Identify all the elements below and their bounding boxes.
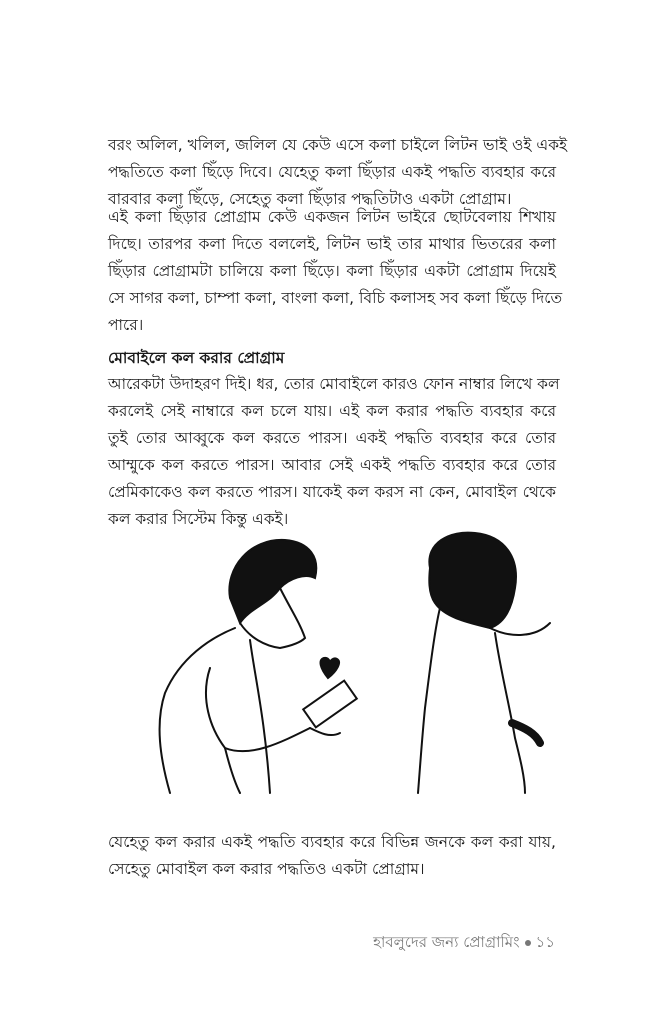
illustration-two-people-phone <box>140 528 565 798</box>
book-title: হাবলুদের জন্য প্রোগ্রামিং <box>373 933 520 951</box>
text-line: প্রেমিকাকেও কল করতে পারস। যাকেই কল করস না কেন, মোবাইল থেকে <box>108 483 556 501</box>
bullet-icon <box>525 940 531 946</box>
page-number: ১১ <box>535 933 555 951</box>
text-line: আরেকটা উদাহরণ দিই। ধর, তোর মোবাইলে কারও ফোন নাম্বার লিখে কল <box>108 375 560 393</box>
text-line: সেহেতু মোবাইল কল করার পদ্ধতিও একটা প্রোগ্রাম। <box>108 860 425 878</box>
text-line: আম্মুকে কল করতে পারস। আবার সেই একই পদ্ধতি ব্যবহার করে তোর <box>108 456 556 474</box>
paragraph-4 <box>108 829 556 883</box>
text-line: করলেই সেই নাম্বারে কল চলে যায়। এই কল করার পদ্ধতি ব্যবহার করে <box>108 402 556 420</box>
text-line: কল করার সিস্টেম কিন্তু একই। <box>108 510 289 528</box>
text-line: বরং অলিল, খলিল, জলিল যে কেউ এসে কলা চাইলে লিটন ভাই ওই একই <box>108 136 568 154</box>
text-line: পদ্ধতিতে কলা ছিঁড়ে দিবে। যেহেতু কলা ছিঁড়ার একই পদ্ধতি ব্যবহার করে <box>108 163 556 181</box>
text-line: সে সাগর কলা, চাম্পা কলা, বাংলা কলা, বিচি কলাসহ সব কলা ছিঁড়ে দিতে <box>108 289 563 307</box>
section-heading: মোবাইলে কল করার প্রোগ্রাম <box>108 349 285 367</box>
man-hair <box>229 540 316 623</box>
paragraph-3 <box>108 371 560 533</box>
heart-icon <box>321 658 339 678</box>
text-line: তুই তোর আব্বুকে কল করতে পারস। একই পদ্ধতি ব্যবহার করে তোর <box>108 429 556 447</box>
phone <box>303 681 357 728</box>
text-line: এই কলা ছিঁড়ার প্রোগ্রাম কেউ একজন লিটন ভাইরে ছোটবেলায় শিখায় <box>108 208 556 226</box>
person-body <box>490 623 550 635</box>
paragraph-2 <box>108 204 563 339</box>
text-line: ছিঁড়ার প্রোগ্রামটা চালিয়ে কলা ছিঁড়ে। কলা ছিঁড়ার একটা প্রোগ্রাম দিয়েই <box>108 262 556 280</box>
paragraph-1 <box>108 132 568 213</box>
text-line: যেহেতু কল করার একই পদ্ধতি ব্যবহার করে বিভিন্ন জনকে কল করা যায়, <box>108 833 556 851</box>
person-hair <box>429 533 516 628</box>
text-line: পারে। <box>108 316 144 334</box>
man-body <box>160 628 235 793</box>
page-footer <box>373 931 555 956</box>
text-line: দিছে। তারপর কলা দিতে বললেই, লিটন ভাই তার মাথার ভিতরের কলা <box>108 235 556 253</box>
text-line: বারবার কলা ছিঁড়ে, সেহেতু কলা ছিঁড়ার পদ্ধতিটাও একটা প্রোগ্রাম। <box>108 190 512 208</box>
